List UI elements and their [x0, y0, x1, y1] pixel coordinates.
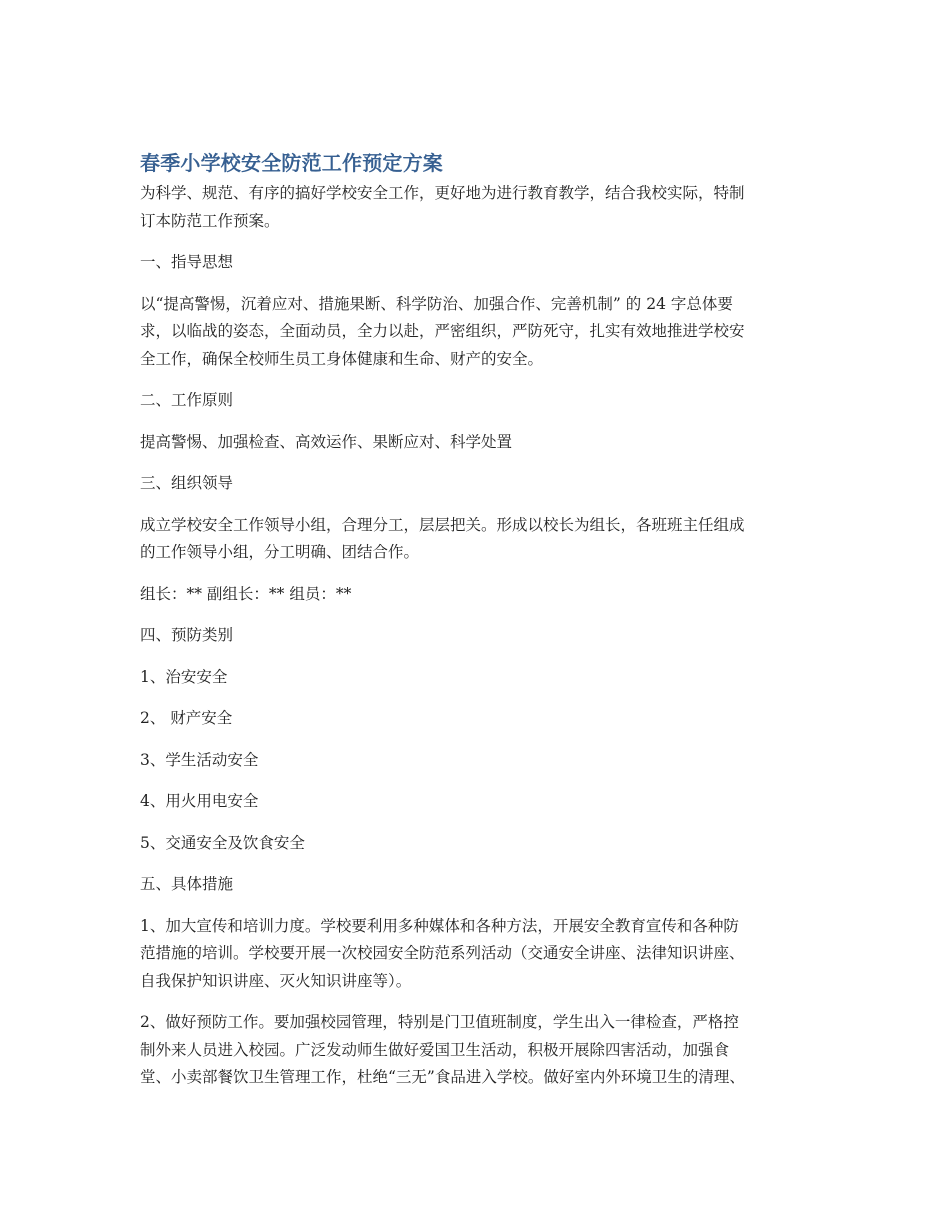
text-line: 二、工作原则 [140, 391, 234, 409]
paragraph [140, 470, 810, 498]
paragraph [140, 1009, 810, 1092]
text-line: 堂、小卖部餐饮卫生管理工作，杜绝“三无”食品进入学校。做好室内外环境卫生的清理、 [140, 1068, 745, 1086]
paragraph [140, 664, 810, 692]
paragraph [140, 913, 810, 996]
paragraph [140, 705, 810, 733]
paragraph [140, 622, 810, 650]
text-line: 1、治安安全 [140, 667, 228, 686]
text-line: 范措施的培训。学校要开展一次校园安全防范系列活动（交通安全讲座、法律知识讲座、 [140, 944, 745, 962]
text-line: 三、组织领导 [140, 474, 234, 492]
text-line: 4、用火用电安全 [140, 792, 259, 810]
text-line: 成立学校安全工作领导小组，合理分工，层层把关。形成以校长为组长，各班班主任组成 [140, 515, 745, 534]
text-line: 以“提高警惕，沉着应对、措施果断、科学防治、加强合作、完善机制” 的 24 字总体要 [140, 294, 733, 313]
text-line: 全工作，确保全校师生员工身体健康和生命、财产的安全。 [140, 349, 544, 368]
text-line: 提高警惕、加强检查、高效运作、果断应对、科学处置 [140, 432, 513, 451]
document-title: 春季小学校安全防范工作预定方案 [140, 151, 443, 175]
text-line: 1、加大宣传和培训力度。学校要利用多种媒体和各种方法，开展安全教育宣传和各种防 [140, 916, 739, 935]
text-line: 五、具体措施 [140, 875, 234, 893]
paragraph [140, 249, 810, 277]
paragraph [140, 180, 810, 235]
text-line: 2、 财产安全 [140, 709, 233, 727]
text-line: 四、预防类别 [140, 626, 234, 644]
text-line: 2、做好预防工作。要加强校园管理，特别是门卫值班制度，学生出入一律检查，严格控 [140, 1013, 739, 1031]
paragraph [140, 387, 810, 415]
text-line: 制外来人员进入校园。广泛发动师生做好爱国卫生活动，积极开展除四害活动，加强食 [140, 1040, 730, 1059]
text-line: 订本防范工作预案。 [140, 211, 280, 230]
text-line: 求，以临战的姿态，全面动员，全力以赴，严密组织，严防死守，扎实有效地推进学校安 [140, 322, 745, 340]
paragraph [140, 512, 810, 567]
paragraph [140, 429, 810, 457]
paragraph [140, 788, 810, 816]
paragraph [140, 581, 810, 609]
document-body [140, 180, 810, 1092]
paragraph [140, 871, 810, 899]
paragraph [140, 747, 810, 775]
text-line: 自我保护知识讲座、灭火知识讲座等）。 [140, 971, 412, 990]
text-line: 5、交通安全及饮食安全 [140, 833, 305, 852]
paragraph [140, 830, 810, 858]
document-page [140, 148, 810, 1106]
paragraph [140, 291, 810, 374]
text-line: 一、指导思想 [140, 253, 234, 271]
text-line: 为科学、规范、有序的搞好学校安全工作，更好地为进行教育教学，结合我校实际，特制 [140, 184, 745, 202]
text-line: 组长：** 副组长：** 组员：** [140, 584, 352, 603]
text-line: 的工作领导小组，分工明确、团结合作。 [140, 543, 420, 561]
text-line: 3、学生活动安全 [140, 750, 259, 769]
